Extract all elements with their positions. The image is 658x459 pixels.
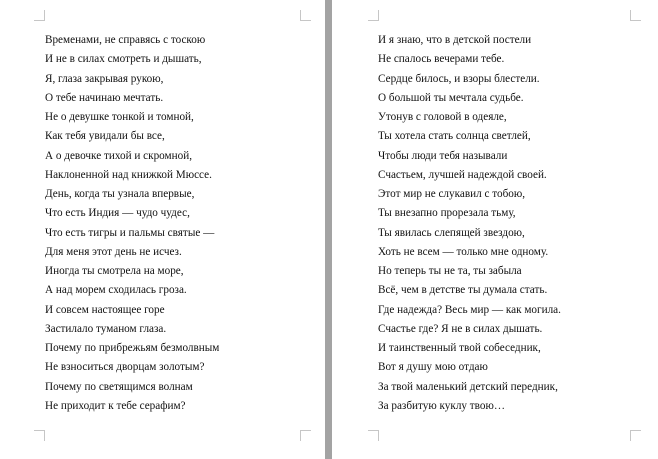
- poem-line: Этот мир не слукавил с тобою,: [378, 188, 526, 200]
- poem-line: И я знаю, что в детской постели: [378, 34, 532, 46]
- margin-corner-top-left: [34, 10, 45, 21]
- poem-line: Утонув с головой в одеяле,: [378, 111, 507, 123]
- margin-corner-bottom-left: [34, 430, 45, 441]
- poem-line: Всё, чем в детстве ты думала стать.: [378, 284, 548, 297]
- poem-line: О большой ты мечтала судьбе.: [378, 91, 524, 104]
- poem-line: И таинственный твой собеседник,: [378, 342, 541, 354]
- poem-line: И совсем настоящее горе: [45, 303, 165, 316]
- page-right: [332, 0, 658, 459]
- poem-line: Что есть тигры и пальмы святые —: [45, 226, 215, 239]
- margin-corner-top-right: [300, 10, 311, 21]
- poem-line: Наклоненной над книжкой Мюссе.: [45, 168, 212, 181]
- poem-line: Я, глаза закрывая рукою,: [45, 72, 164, 85]
- poem-line: Вот я душу мою отдаю: [378, 361, 488, 374]
- poem-text-left: [45, 31, 219, 416]
- poem-line: Но теперь ты не та, ты забыла: [378, 265, 522, 277]
- margin-corner-bottom-left: [368, 430, 379, 441]
- margin-corner-bottom-right: [300, 430, 311, 441]
- poem-line: День, когда ты узнала впервые,: [45, 188, 195, 200]
- page-left: [0, 0, 325, 459]
- poem-line: А над морем сходилась гроза.: [45, 284, 187, 297]
- poem-line: Временами, не справясь с тоскою: [45, 34, 206, 46]
- poem-line: Не спалось вечерами тебе.: [378, 53, 505, 66]
- poem-line: Застилало туманом глаза.: [45, 322, 167, 335]
- poem-line: Почему по светящимся волнам: [45, 380, 193, 393]
- poem-line: Ты явилась слепящей звездою,: [378, 226, 525, 239]
- poem-line: Как тебя увидали бы все,: [45, 130, 165, 143]
- poem-line: Ты внезапно прорезала тьму,: [378, 207, 516, 220]
- poem-line: За твой маленький детский передник,: [378, 380, 558, 393]
- poem-line: Что есть Индия — чудо чудес,: [45, 207, 190, 220]
- margin-corner-top-left: [368, 10, 379, 21]
- poem-line: И не в силах смотреть и дышать,: [45, 53, 202, 66]
- poem-line: Не приходит к тебе серафим?: [45, 399, 186, 412]
- poem-line: Для меня этот день не исчез.: [45, 245, 182, 258]
- poem-line: Ты хотела стать солнца светлей,: [378, 130, 531, 143]
- poem-line: Не взноситься дворцам золотым?: [45, 361, 205, 374]
- poem-line: Иногда ты смотрела на море,: [45, 265, 184, 277]
- poem-line: Почему по прибрежьям безмолвным: [45, 342, 220, 354]
- margin-corner-bottom-right: [630, 430, 641, 441]
- poem-line: За разбитую куклу твою…: [378, 399, 506, 412]
- poem-text-right: [378, 31, 561, 416]
- poem-line: Чтобы люди тебя называли: [378, 149, 508, 162]
- poem-line: Где надежда? Весь мир — как могила.: [378, 303, 561, 316]
- page-gap: [325, 0, 332, 459]
- margin-corner-top-right: [630, 10, 641, 21]
- poem-line: Счастье где? Я не в силах дышать.: [378, 322, 543, 335]
- poem-line: Сердце билось, и взоры блестели.: [378, 72, 540, 85]
- poem-line: А о девочке тихой и скромной,: [45, 149, 193, 162]
- poem-line: Счастьем, лучшей надеждой своей.: [378, 168, 547, 181]
- poem-line: Хоть не всем — только мне одному.: [378, 245, 549, 258]
- poem-line: Не о девушке тонкой и томной,: [45, 111, 194, 123]
- poem-line: О тебе начинаю мечтать.: [45, 91, 164, 104]
